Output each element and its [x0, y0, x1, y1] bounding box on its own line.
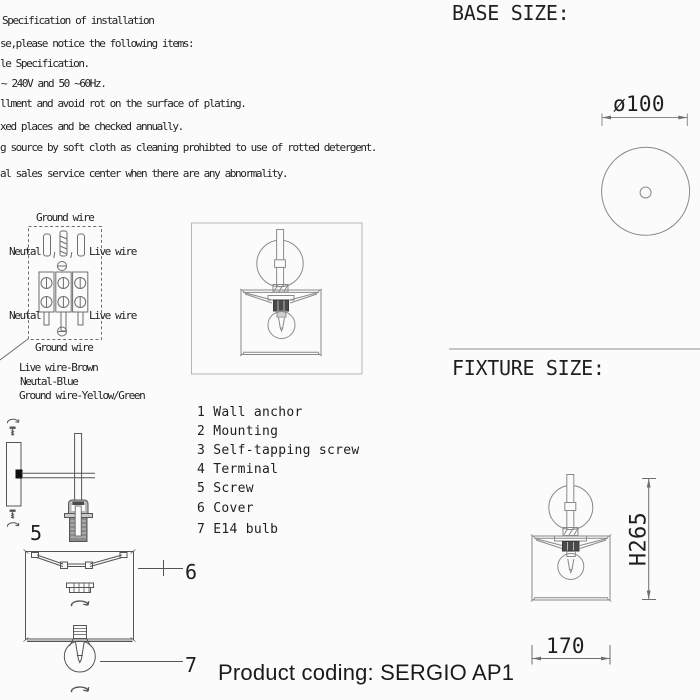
spec-line: se,please notice the following items:	[0, 37, 194, 50]
part-number: 6	[197, 501, 206, 516]
part-number: 7	[197, 522, 206, 537]
part-name: Cover	[213, 501, 254, 516]
side-view-drawing	[531, 475, 611, 602]
neutral-label-upper: Neutal	[9, 245, 41, 258]
callout-5-screw: 5	[30, 521, 43, 545]
legend-neutral: Neutal-Blue	[20, 375, 78, 388]
part-number: 1	[197, 405, 206, 420]
screw-icon	[10, 510, 16, 519]
rotation-arrow-icon	[71, 687, 88, 692]
part-number: 3	[197, 443, 206, 458]
parts-list-item	[197, 481, 254, 496]
product-coding-text: Product coding: SERGIO AP1	[218, 660, 515, 685]
spec-line: le Specification.	[0, 57, 89, 70]
spec-line: g source by soft cloth as cleaning prohibted to use of rotted detergent.	[0, 141, 377, 154]
callout-6-cover: 6	[185, 560, 198, 584]
parts-list-item	[197, 522, 278, 537]
legend-live-wire: Live wire-Brown	[19, 361, 98, 374]
rotation-arrow-icon	[7, 419, 18, 423]
base-circle-drawing	[602, 114, 690, 236]
live-wire-label-upper: Live wire	[89, 245, 137, 258]
spec-line: ~ 240V and 50 ~60Hz.	[1, 77, 106, 90]
legend-ground-wire: Ground wire-Yellow/Green	[19, 389, 145, 402]
spec-line: llment and avoid rot on the surface of plating.	[0, 97, 246, 110]
fixture-width-label: 170	[546, 634, 585, 658]
fixture-height-label: H265	[626, 511, 652, 567]
parts-list-item	[197, 405, 303, 420]
front-view-drawing	[192, 223, 363, 374]
part-number: 5	[197, 481, 206, 496]
parts-list-item	[197, 501, 254, 516]
part-number: 4	[197, 462, 206, 477]
spec-line: xed places and be checked annually.	[0, 120, 183, 133]
part-name: Wall anchor	[213, 405, 303, 420]
part-number: 2	[197, 424, 206, 439]
live-wire-label-lower: Live wire	[89, 309, 137, 322]
part-name: Terminal	[213, 462, 279, 477]
callout-7-bulb: 7	[185, 653, 198, 677]
part-name: Self-tapping screw	[213, 443, 360, 458]
neutral-label-lower: Neutal	[9, 309, 41, 322]
base-size-heading: BASE SIZE:	[452, 1, 570, 25]
spec-title: Specification of installation	[2, 14, 154, 27]
parts-list-item	[197, 424, 278, 439]
part-name: Mounting	[213, 424, 279, 439]
rotation-arrow-icon	[7, 523, 18, 527]
ground-wire-label-top: Ground wire	[36, 211, 94, 224]
fixture-size-heading: FIXTURE SIZE:	[452, 356, 605, 380]
part-name: E14 bulb	[213, 522, 279, 537]
base-diameter-label: ø100	[613, 92, 665, 116]
screw-icon	[10, 427, 16, 436]
spec-line: al sales service center when there are any abnormality.	[0, 167, 288, 180]
rotation-arrow-icon	[71, 601, 88, 606]
part-name: Screw	[213, 481, 254, 496]
parts-list-item	[197, 443, 360, 458]
exploded-view-drawing	[7, 419, 184, 692]
parts-list-item	[197, 462, 278, 477]
ground-wire-label-bottom: Ground wire	[35, 341, 93, 354]
